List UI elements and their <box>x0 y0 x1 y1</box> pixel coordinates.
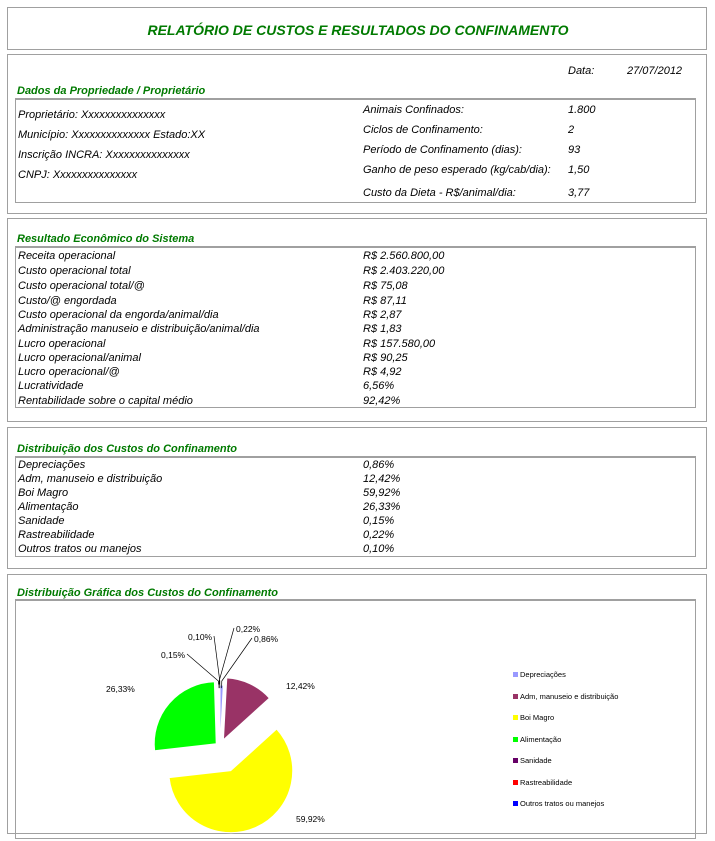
table-row <box>16 458 695 472</box>
table-row <box>16 351 695 365</box>
distribution-box <box>15 456 696 557</box>
row-value: 0,15% <box>363 514 394 528</box>
owner-text: Proprietário: Xxxxxxxxxxxxxxx <box>18 109 165 122</box>
cnpj-text: CNPJ: Xxxxxxxxxxxxxxx <box>18 169 137 182</box>
table-row <box>16 322 695 336</box>
legend-label: Depreciações <box>520 669 566 680</box>
row-value: 0,86% <box>363 458 394 472</box>
table-row <box>16 279 695 293</box>
table-row <box>16 264 695 278</box>
pie-data-label: 0,86% <box>254 634 278 644</box>
legend-label: Sanidade <box>520 755 552 766</box>
table-row <box>16 472 695 486</box>
row-label: Lucro operacional/@ <box>18 365 120 379</box>
legend-swatch <box>513 694 518 699</box>
legend-swatch <box>513 780 518 785</box>
distribution-section <box>7 427 707 569</box>
row-value: R$ 2.560.800,00 <box>363 249 444 263</box>
legend-swatch <box>513 672 518 677</box>
row-label: Adm, manuseio e distribuição <box>18 472 162 486</box>
title-section <box>7 7 707 50</box>
row-value: 26,33% <box>363 500 400 514</box>
row-value: R$ 4,92 <box>363 365 402 379</box>
table-row <box>16 379 695 393</box>
legend-swatch <box>513 737 518 742</box>
chart-legend <box>513 669 683 819</box>
row-value: R$ 1,83 <box>363 322 402 336</box>
distribution-title: Distribuição dos Custos do Confinamento <box>17 443 237 455</box>
municipality-text: Município: Xxxxxxxxxxxxxx Estado:XX <box>18 129 205 142</box>
table-row <box>16 249 695 263</box>
legend-label: Adm, manuseio e distribuição <box>520 691 618 702</box>
economic-section <box>7 218 707 422</box>
row-label: Boi Magro <box>18 486 68 500</box>
page-title: RELATÓRIO DE CUSTOS E RESULTADOS DO CONFINAMENTO <box>8 22 708 38</box>
table-row <box>16 365 695 379</box>
table-row <box>16 514 695 528</box>
row-value: 12,42% <box>363 472 400 486</box>
chart-section <box>7 574 707 834</box>
row-label: Administração manuseio e distribuição/animal/dia <box>18 322 260 336</box>
pie-data-label: 0,10% <box>188 632 212 642</box>
row-label: Lucro operacional <box>18 337 105 351</box>
row-label: Lucro operacional/animal <box>18 351 141 365</box>
economic-title: Resultado Econômico do Sistema <box>17 233 194 245</box>
incra-text: Inscrição INCRA: Xxxxxxxxxxxxxxx <box>18 149 190 162</box>
row-value: 59,92% <box>363 486 400 500</box>
row-label: Rastreabilidade <box>18 528 94 542</box>
pie-data-label: 12,42% <box>286 681 315 691</box>
pie-data-label: 0,15% <box>161 650 185 660</box>
row-value: 6,56% <box>363 379 394 393</box>
table-row <box>16 308 695 322</box>
row-label: Depreciações <box>18 458 85 472</box>
row-label: Sanidade <box>18 514 65 528</box>
stat-label: Ciclos de Confinamento: <box>363 124 483 137</box>
stat-label: Ganho de peso esperado (kg/cab/dia): <box>363 164 551 177</box>
table-row <box>16 542 695 556</box>
stat-label: Período de Confinamento (dias): <box>363 144 522 157</box>
date-label: Data: <box>568 65 594 78</box>
legend-swatch <box>513 758 518 763</box>
legend-swatch <box>513 801 518 806</box>
stat-value: 93 <box>568 144 580 157</box>
legend-swatch <box>513 715 518 720</box>
table-row <box>16 294 695 308</box>
row-value: 0,10% <box>363 542 394 556</box>
stat-value: 1.800 <box>568 104 596 117</box>
row-value: R$ 157.580,00 <box>363 337 435 351</box>
date-value: 27/07/2012 <box>627 65 682 78</box>
pie-data-label: 59,92% <box>296 814 325 824</box>
chart-box <box>15 599 696 839</box>
row-value: 0,22% <box>363 528 394 542</box>
stat-value: 2 <box>568 124 574 137</box>
table-row <box>16 486 695 500</box>
property-box <box>15 98 696 203</box>
stat-label: Animais Confinados: <box>363 104 464 117</box>
pie-slice <box>220 685 223 747</box>
row-label: Lucratividade <box>18 379 83 393</box>
table-row <box>16 394 695 408</box>
table-row <box>16 528 695 542</box>
pie-slice <box>154 682 216 751</box>
legend-label: Outros tratos ou manejos <box>520 798 604 809</box>
economic-box <box>15 246 696 408</box>
legend-label: Alimentação <box>520 734 561 745</box>
row-label: Custo operacional total/@ <box>18 279 145 293</box>
row-value: R$ 2.403.220,00 <box>363 264 444 278</box>
leader-line <box>214 636 220 688</box>
row-value: R$ 90,25 <box>363 351 408 365</box>
row-value: R$ 2,87 <box>363 308 402 322</box>
property-section <box>7 54 707 214</box>
row-value: 92,42% <box>363 394 400 408</box>
legend-label: Boi Magro <box>520 712 554 723</box>
row-label: Rentabilidade sobre o capital médio <box>18 394 193 408</box>
stat-label: Custo da Dieta - R$/animal/dia: <box>363 187 516 200</box>
row-value: R$ 75,08 <box>363 279 408 293</box>
row-value: R$ 87,11 <box>363 294 407 308</box>
pie-chart <box>16 601 476 841</box>
stat-value: 1,50 <box>568 164 589 177</box>
pie-data-label: 26,33% <box>106 684 135 694</box>
row-label: Alimentação <box>18 500 79 514</box>
table-row <box>16 337 695 351</box>
stat-value: 3,77 <box>568 187 589 200</box>
row-label: Custo operacional da engorda/animal/dia <box>18 308 219 322</box>
property-title: Dados da Propriedade / Proprietário <box>17 85 205 97</box>
table-row <box>16 500 695 514</box>
legend-label: Rastreabilidade <box>520 777 572 788</box>
row-label: Custo operacional total <box>18 264 131 278</box>
row-label: Custo/@ engordada <box>18 294 117 308</box>
row-label: Outros tratos ou manejos <box>18 542 142 556</box>
chart-title: Distribuição Gráfica dos Custos do Confinamento <box>17 587 278 599</box>
pie-slice <box>223 678 269 740</box>
pie-data-label: 0,22% <box>236 624 260 634</box>
row-label: Receita operacional <box>18 249 115 263</box>
